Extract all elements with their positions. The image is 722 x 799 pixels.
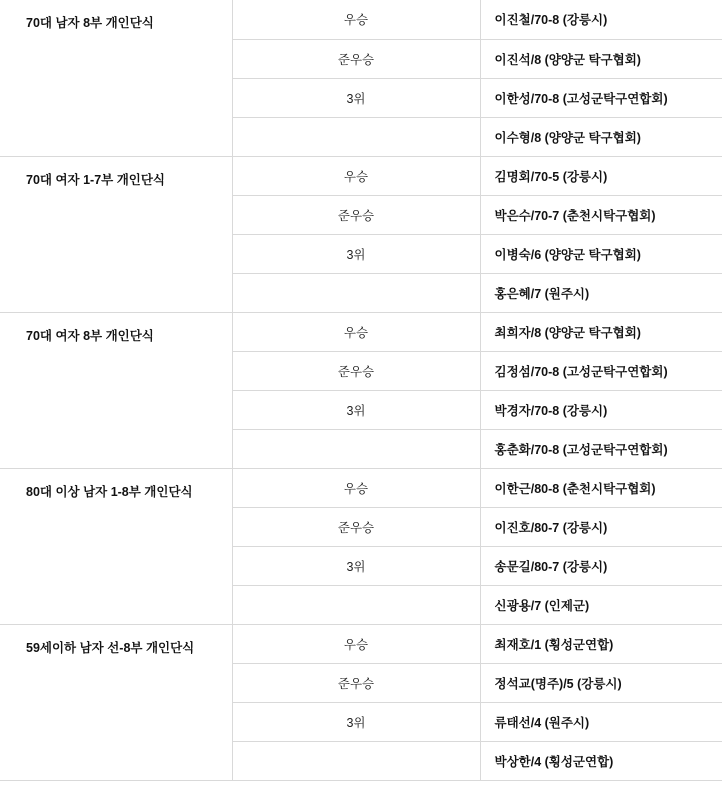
table-row [0, 156, 722, 195]
player-cell: 김명회/70-5 (강릉시) [480, 156, 722, 195]
table-row [0, 0, 722, 39]
player-cell: 이진철/70-8 (강릉시) [480, 0, 722, 39]
player-cell: 박은수/70-7 (춘천시탁구협회) [480, 195, 722, 234]
player-cell: 박경자/70-8 (강릉시) [480, 390, 722, 429]
rank-cell: 3위 [232, 702, 480, 741]
rank-cell [232, 429, 480, 468]
table-row [0, 468, 722, 507]
player-cell: 최재호/1 (횡성군연합) [480, 624, 722, 663]
rank-cell: 준우승 [232, 507, 480, 546]
player-cell: 정석교(명주)/5 (강릉시) [480, 663, 722, 702]
rank-cell [232, 273, 480, 312]
table-row [0, 624, 722, 663]
category-cell: 59세이하 남자 선-8부 개인단식 [0, 624, 232, 780]
player-cell: 송문길/80-7 (강릉시) [480, 546, 722, 585]
category-cell: 80대 이상 남자 1-8부 개인단식 [0, 468, 232, 624]
rank-cell: 3위 [232, 390, 480, 429]
rank-cell: 준우승 [232, 663, 480, 702]
rank-cell: 우승 [232, 312, 480, 351]
rank-cell [232, 117, 480, 156]
category-cell: 70대 남자 8부 개인단식 [0, 0, 232, 156]
player-cell: 이진호/80-7 (강릉시) [480, 507, 722, 546]
rank-cell: 준우승 [232, 195, 480, 234]
player-cell: 이한성/70-8 (고성군탁구연합회) [480, 78, 722, 117]
player-cell: 이수형/8 (양양군 탁구협회) [480, 117, 722, 156]
player-cell: 최희자/8 (양양군 탁구협회) [480, 312, 722, 351]
rank-cell: 준우승 [232, 351, 480, 390]
rank-cell: 우승 [232, 624, 480, 663]
rank-cell [232, 741, 480, 780]
category-cell: 70대 여자 1-7부 개인단식 [0, 156, 232, 312]
rank-cell [232, 585, 480, 624]
rank-cell: 3위 [232, 78, 480, 117]
player-cell: 홍은혜/7 (원주시) [480, 273, 722, 312]
table-row [0, 312, 722, 351]
rank-cell: 우승 [232, 0, 480, 39]
player-cell: 박상한/4 (횡성군연합) [480, 741, 722, 780]
player-cell: 이진석/8 (양양군 탁구협회) [480, 39, 722, 78]
rank-cell: 우승 [232, 468, 480, 507]
player-cell: 이병숙/6 (양양군 탁구협회) [480, 234, 722, 273]
rank-cell: 3위 [232, 546, 480, 585]
player-cell: 류태선/4 (원주시) [480, 702, 722, 741]
rank-cell: 우승 [232, 156, 480, 195]
player-cell: 신광용/7 (인제군) [480, 585, 722, 624]
player-cell: 김정섬/70-8 (고성군탁구연합회) [480, 351, 722, 390]
player-cell: 홍춘화/70-8 (고성군탁구연합회) [480, 429, 722, 468]
rank-cell: 3위 [232, 234, 480, 273]
player-cell: 이한근/80-8 (춘천시탁구협회) [480, 468, 722, 507]
rank-cell: 준우승 [232, 39, 480, 78]
category-cell: 70대 여자 8부 개인단식 [0, 312, 232, 468]
